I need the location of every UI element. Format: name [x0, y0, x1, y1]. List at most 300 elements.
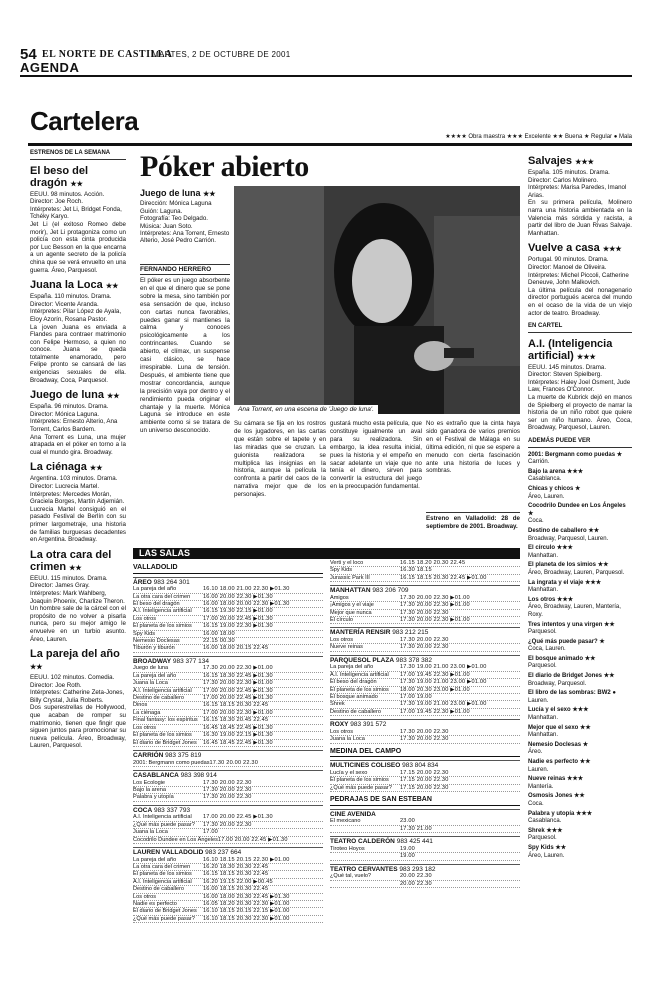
showtime-hours: 17.30 19.00 21.00 23.00 ▶01.00 — [400, 664, 487, 671]
showtime-row — [133, 857, 323, 864]
showtime-row — [330, 610, 520, 617]
showtime-film: Tiburón y tiburón — [133, 645, 175, 652]
photo-illustration — [234, 186, 520, 414]
header-rule — [20, 75, 632, 77]
extra-cinemas: Broadway, Parquesol, Lauren. — [528, 535, 609, 542]
showtime-hours: 16.20 19.15 22.00 ▶00.45 — [203, 878, 273, 885]
showtime-hours: 16.20 18.30 20.30 22.45 — [203, 863, 269, 870]
film-stars: ★★ — [30, 664, 43, 672]
extra-title — [528, 725, 632, 733]
info-box-line: Guión: Laguna. — [140, 207, 183, 215]
showtime-row — [133, 616, 323, 623]
showtime-row — [133, 864, 323, 871]
showtime-hours: 16.10 18.15 20.30 22.30 ▶01.00 — [203, 915, 290, 922]
film-director: Director: James Gray. — [30, 582, 90, 590]
showtime-hours: 17.00 20.00 22.45 ▶01.30 — [203, 615, 273, 622]
showtime-hours: 19.00 — [400, 853, 415, 860]
cinema-phone: 983 293 182 — [399, 865, 436, 873]
film-title-text: Salvajes — [528, 155, 573, 167]
right-column — [528, 150, 632, 980]
showtime-film: Verti y el loco — [330, 560, 364, 566]
showtime-film: ¡Amigos y el viaje — [330, 602, 374, 609]
showtime-row — [330, 777, 520, 784]
showtime-hours: 17.15 20.00 22.30 — [400, 777, 449, 784]
film-meta: España. 105 minutos. Drama. — [528, 169, 610, 176]
showtime-hours: 17.30 20.00 22.30 — [400, 644, 449, 651]
showtime-hours: 17.30 20.00 22.30 — [400, 609, 449, 616]
extra-stars: ★★★ — [546, 827, 563, 834]
extra-cinemas: Manhattan. — [528, 587, 559, 594]
film-info-box — [140, 190, 230, 245]
extra-cinemas: Coca. — [528, 800, 544, 807]
showtime-film: El beso del dragón — [330, 679, 377, 686]
showtime-film: Los otros — [330, 728, 354, 735]
extra-stars: ★★ — [588, 527, 600, 534]
film-stars: ★★★ — [602, 246, 622, 254]
extra-cinemas: Manhattan. — [528, 715, 559, 722]
showtime-film: Palabra y utopía — [133, 794, 174, 801]
showtime-hours: 17.00 19.45 22.30 ▶01.00 — [400, 671, 470, 678]
showtime-film: Nemesio Doclesas — [133, 638, 180, 645]
film-director: Director: Mónica Laguna. — [30, 410, 100, 418]
showtime-row — [133, 695, 323, 702]
extra-title — [528, 742, 632, 750]
showtime-row — [330, 785, 520, 792]
film-title-text: Juana la Loca — [30, 279, 103, 292]
showtime-row — [133, 740, 323, 747]
showtime-film: Dinos — [133, 702, 148, 709]
page-header — [20, 46, 632, 76]
showtime-row — [133, 638, 323, 645]
page-number: 54 — [20, 46, 37, 63]
showtime-row — [330, 881, 520, 888]
film-title-text: La ciénaga — [30, 461, 87, 474]
showtime-film: El planeta de los simios — [133, 623, 192, 630]
extra-stars: ★★ — [584, 655, 596, 662]
showtime-film: Juego de luna — [133, 665, 169, 672]
extra-title-text: Nueve reinas — [528, 776, 566, 783]
showtime-film: Los otros — [133, 724, 157, 731]
showtime-hours: 16.30 18.15 — [400, 567, 432, 574]
cinema-name — [133, 847, 323, 857]
film-director: Director: Vicente Aranda. — [30, 300, 99, 308]
film-title — [30, 389, 126, 403]
showtime-hours: 17.30 20.00 22.30 — [203, 786, 252, 793]
showtime-hours: 17.30 20.00 22.30 — [400, 637, 449, 644]
showtime-film: A.I. Inteligencia artificial — [330, 671, 389, 678]
extra-cinemas: Carrión. — [528, 459, 550, 466]
extra-cinemas: Áreo. — [528, 749, 543, 756]
left-column — [30, 150, 126, 980]
showtime-row — [133, 710, 323, 717]
showtime-hours: 17.30 20.00 22.30 ▶01.00 — [400, 602, 470, 609]
showtime-hours: 17.30 20.00 22.30 — [209, 759, 259, 766]
film-cast: Intérpretes: Pilar López de Ayala, Eloy Azorín, Rosana Pastor. — [30, 308, 122, 323]
showtime-film: Shrek — [330, 701, 345, 708]
showtime-row — [133, 814, 323, 821]
photo-caption: Ana Torrent, en una escena de 'Juego de luna'. — [234, 405, 378, 414]
showtime-film: ¿Qué más puede pasar? — [133, 915, 195, 922]
extra-stars: ★★ — [574, 793, 585, 800]
cinema-phone: 983 398 914 — [180, 771, 217, 779]
extra-stars: ★★★ — [585, 579, 602, 586]
film-cast: Intérpretes: Mark Wahlberg, Joaquin Phoenix, Charlize Theron. — [30, 589, 125, 605]
showtime-film: Destino de caballero — [133, 886, 184, 893]
extra-cinemas: Lauren. — [528, 766, 549, 773]
showtime-row — [133, 608, 323, 615]
cinema-title: ÁREO — [133, 578, 152, 586]
showtime-row — [330, 736, 520, 743]
showtime-film: La otra cara del crimen — [133, 593, 191, 600]
cinema-name — [133, 656, 323, 666]
film-cast: Intérpretes: Marisa Paredes, Imanol Arias. — [528, 184, 627, 199]
film-title-text: Vuelve a casa — [528, 242, 600, 255]
extra-cinemas: Parquesol. — [528, 629, 557, 636]
showtime-film: Juana la Loca — [133, 680, 168, 687]
showtime-row — [330, 818, 520, 825]
showtime-hours: 17.00 20.00 22.45 ▶01.30 — [217, 836, 288, 843]
extra-stars: ★★★ — [576, 810, 593, 817]
cinema-name — [330, 655, 520, 665]
showtime-hours: 22.15 00.30 — [203, 638, 235, 645]
film-cast: Intérpretes: Michel Piccoli, Catherine Deneuve, John Malkovich. — [528, 271, 629, 287]
showtime-row — [330, 694, 520, 701]
showtime-hours: 16.00 18.15 20.30 22.45 — [203, 886, 269, 893]
showtime-film: El diario de Bridget Jones — [133, 908, 197, 915]
showtime-hours: 16.00 18.00 20.00 22.30 ▶01.30 — [203, 601, 290, 607]
cinema-name — [330, 864, 520, 874]
film-director: Director: Carlos Molinero. — [528, 176, 599, 184]
showtime-row — [330, 560, 520, 567]
showtime-row — [330, 672, 520, 679]
showtime-hours: 17.30 20.00 22.30 — [203, 821, 252, 828]
showtime-row — [133, 631, 323, 638]
showtime-film: La otra cara del crimen — [133, 863, 191, 870]
showtime-row — [133, 702, 323, 709]
extra-title-text: Lucía y el sexo — [528, 707, 571, 714]
extra-cinemas: Manhattan. — [528, 552, 559, 559]
extra-stars: ★★ — [579, 759, 591, 765]
extra-title-text: Destino de caballero — [528, 527, 587, 534]
showtime-film: ¿Qué más puede pasar? — [330, 784, 392, 791]
film-director: Director: Manoel de Oliveira. — [528, 263, 607, 271]
info-box-line: Intérpretes: Ana Torrent, Ernesto Alterio, José Pedro Carrión. — [140, 230, 230, 245]
showtime-film: Juana la Loca — [330, 736, 365, 743]
showtime-film: ¿Qué más puede pasar? — [133, 821, 195, 828]
film-meta: EEUU. 115 minutos. Drama. — [30, 574, 108, 582]
showtime-hours: 16.15 19.30 22.15 ▶01.00 — [203, 608, 273, 615]
film-cast: Intérpretes: Ernesto Alterio, Ana Torrent, Carlos Bardem. — [30, 418, 118, 434]
cinema-name — [133, 750, 323, 760]
film-meta: Argentina. 103 minutos. Drama. — [30, 475, 118, 483]
showtime-row — [330, 575, 520, 582]
showtime-film: El planeta de los simios — [133, 732, 192, 739]
extra-cinemas: Broadway, Parquesol. — [528, 680, 587, 687]
showtime-film — [330, 853, 400, 859]
showtime-film: Amigos — [330, 594, 349, 601]
showtime-row — [330, 770, 520, 777]
showtime-film: La ciénaga — [133, 709, 161, 716]
film-title — [30, 279, 126, 293]
extra-title — [528, 811, 632, 819]
cinema-title: BROADWAY — [133, 657, 172, 665]
extra-cinemas: Casablanca. — [528, 476, 562, 483]
extra-stars: ★ — [599, 638, 605, 645]
showtime-row — [133, 760, 323, 767]
film-synopsis: La joven Juana es enviada a Flandes para contraer matrimonio con Felipe Hermoso, a quien no conoce. Juana se queda totalmente enamorado, pero Felipe pronto se cansará de las exigencias sexuales de ella. Broadway, Coca, Parquesol. — [30, 323, 126, 384]
newspaper-name: EL NORTE DE CASTILLA — [42, 49, 173, 60]
film-director: Director: Joe Roch. — [30, 198, 83, 206]
extra-stars: ★★★ — [567, 776, 584, 783]
extra-cinemas: Parquesol. — [528, 835, 557, 842]
extra-cinemas: Áreo, Lauren. — [528, 493, 565, 500]
showtime-film — [330, 826, 400, 832]
byline: FERNANDO HERRERO — [140, 264, 230, 275]
showtime-film: Juana la Loca — [133, 829, 168, 836]
cinema-name — [330, 760, 520, 770]
cinema-phone: 983 425 441 — [396, 838, 433, 846]
extra-stars: ★ — [528, 510, 534, 517]
showtime-hours: 17.00 20.00 22.30 ▶01.00 — [203, 709, 273, 716]
extra-title — [528, 776, 632, 784]
showtime-hours: 17.00 — [203, 829, 218, 836]
salas-col-2 — [330, 560, 520, 980]
salas-header: LAS SALAS — [133, 548, 520, 559]
showtime-film: ¿Qué tal, vuelo? — [330, 873, 372, 880]
showtime-row — [330, 729, 520, 736]
film-stars: ★★ — [107, 393, 120, 401]
film-cast: Intérpretes: Mercedes Morán, Graciela Borges, Martín Adjemián. — [30, 490, 125, 506]
showtime-film: La pareja del año — [133, 586, 177, 593]
film-meta: España. 96 minutos. Drama. — [30, 403, 109, 411]
showtime-row — [133, 894, 323, 901]
film-synopsis: La última película del nonagenario director portugués acerca del mundo en el ocaso de la vida de un viejo actor de teatro. Broadway. — [528, 286, 632, 317]
showtime-hours: 16.00 18.00 — [203, 630, 235, 637]
article-col-2: Su cámara se fija en los rostros de los jugadores, en las cartas que están sobre el tapete y en las miradas que se cruzan. La guionista realizadora se multiplica las insignias en la historia, aunque la película la confronta a partir del caos de la narrativa mejor que de los personajes. — [234, 420, 326, 499]
cinema-title: TEATRO CALDERÓN — [330, 838, 395, 846]
extra-title-text: Nadie es perfecto — [528, 759, 579, 765]
extra-cinemas: Lauren. — [528, 697, 549, 704]
showtime-row — [133, 665, 323, 672]
extra-stars: ★ — [616, 451, 623, 458]
film-title-text: La otra cara del crimen — [30, 548, 112, 573]
showtime-hours: 20.00 22.30 — [400, 873, 432, 880]
extra-title — [528, 580, 632, 588]
showtime-hours: 16.45 18.45 22.45 ▶01.30 — [203, 724, 273, 731]
extra-title-text: El libro de las sombras: BW2 — [528, 690, 611, 697]
film-cast: Intérpretes: Catherine Zeta-Jones, Billy Crystal, Julia Roberts. — [30, 689, 125, 704]
extra-title — [528, 503, 632, 518]
showtime-hours: 20.00 22.30 — [400, 880, 432, 887]
showtime-row — [330, 664, 520, 671]
extra-stars: ● — [612, 690, 616, 697]
film-title — [30, 549, 126, 575]
extra-title-text: Palabra y utopía — [528, 810, 575, 817]
showtime-film: A.I. Inteligencia artificial — [133, 878, 192, 885]
cinema-title: MANTERÍA RENSIR — [330, 629, 391, 637]
showtime-film: Spy Kids — [330, 567, 353, 574]
showtime-row — [133, 680, 323, 687]
showtime-hours: 17.30 19.00 21.00 23.00 ▶01.00 — [400, 701, 487, 708]
section-title: AGENDA — [20, 60, 80, 75]
showtime-row — [330, 679, 520, 686]
extra-stars: ★★★ — [572, 707, 589, 714]
salas-col-1 — [133, 560, 323, 980]
film-synopsis: La muerte de Kubrick dejó en manos de Spielberg el proyecto de narrar la historia de un niño robot que quiere ser un niño humano. Áreo, Coca, Broadway, Parquesol, Lauren. — [528, 394, 632, 432]
extra-stars: ★ — [575, 486, 581, 492]
showtime-row — [330, 595, 520, 602]
extra-title-text: Tres intentos y una virgen — [528, 621, 603, 628]
film-stars: ★★ — [105, 283, 119, 291]
extra-title-text: Bajo la arena — [528, 468, 566, 475]
showtime-hours: 17.00 20.00 22.45 ▶01.30 — [203, 814, 273, 821]
film-title — [30, 461, 126, 475]
extra-title-text: El bosque animado — [528, 655, 584, 662]
article-col-3: gustará mucho esta película, que constituye igualmente un aval para su realizadora. Sin embargo, la idea resulta inicial, pues la historia y el empeño en sacar adelante un viaje que no tenía el dinero, sirven para convertir la estructura del juego en la preocupación fundamental. — [330, 420, 422, 491]
showtime-hours: 16.30 19.00 22.15 ▶01.30 — [203, 732, 273, 739]
film-title-text: Juego de luna — [30, 389, 104, 402]
extra-title — [528, 486, 632, 494]
cinema-title: MULTICINES COLISEO — [330, 762, 401, 770]
showtime-row — [330, 846, 520, 853]
showtime-film: El planeta de los simios — [330, 777, 389, 784]
info-box-line: Fotografía: Teo Delgado. — [140, 215, 208, 223]
showtime-hours: 17.00 19.45 22.30 ▶01.00 — [400, 708, 470, 715]
film-title-text: La pareja del año — [30, 648, 120, 661]
showtime-row — [133, 688, 323, 695]
info-box-line: Música: Juan Soto. — [140, 222, 193, 230]
showtime-hours: 19.00 — [400, 845, 415, 852]
extra-cinemas: Manhattan. — [528, 732, 559, 739]
showtime-film: 2001: Bergmann como puedas — [133, 759, 210, 766]
cinema-title: ROXY — [330, 721, 349, 729]
showtime-row — [330, 853, 520, 860]
showtime-hours: 17.30 20.00 22.30 ▶01.00 — [400, 617, 470, 624]
showtime-hours: 17.00 19.00 — [400, 694, 432, 701]
film-stars: ★★ — [89, 465, 103, 473]
extra-title-text: Nemesio Doclesas — [528, 741, 582, 748]
film-title-text: A.I. (Inteligencia artificial) — [528, 337, 613, 362]
extra-stars: ★★ — [555, 844, 567, 851]
extra-stars: ★★ — [597, 562, 609, 569]
extra-title — [528, 793, 632, 801]
film-meta: EEUU. 102 minutos. Comedia. — [30, 674, 115, 682]
showtime-film: El círculo — [330, 617, 354, 624]
showtime-hours: 16.15 19.00 22.30 ▶01.30 — [203, 623, 273, 630]
showtime-hours: 17.30 20.00 22.30 — [400, 728, 449, 735]
showtime-film: La pareja del año — [133, 856, 177, 863]
extra-cinemas: Parquesol. — [528, 663, 557, 670]
showtime-hours: 16.00 20.00 22.30 ▶01.30 — [203, 593, 273, 600]
film-cast: Intérpretes: Jet Li, Bridget Fonda, Tchéky Karyo. — [30, 205, 122, 221]
extra-cinemas: Casablanca. — [528, 818, 562, 825]
showtime-hours: 16.00 18.00 20.15 22.45 — [203, 645, 269, 652]
cinema-title: COCA — [133, 806, 153, 814]
showtime-row — [330, 644, 520, 651]
showtime-row — [330, 567, 520, 574]
showtime-film: El mexicano — [330, 818, 361, 825]
cinema-phone: 983 377 134 — [172, 657, 210, 665]
cinema-name — [133, 805, 323, 815]
extra-cinemas: Mantería. — [528, 783, 554, 790]
showtime-row — [133, 601, 323, 608]
showtime-hours: 17.00 20.00 22.45 ▶01.30 — [203, 687, 273, 694]
showtime-hours: 17.15 20.00 22.30 — [400, 769, 449, 776]
extra-stars: ★★★ — [556, 545, 573, 552]
showtime-film: Los otros — [133, 615, 157, 622]
showtime-row — [330, 873, 520, 880]
showtime-hours: 17.15 20.00 22.30 — [400, 784, 449, 791]
extra-title — [528, 452, 632, 460]
cinema-name — [330, 809, 520, 819]
extra-cinemas: Áreo, Broadway, Lauren, Parquesol. — [528, 569, 625, 576]
showtime-row — [133, 886, 323, 893]
showtime-hours: 16.15 18.15 20.30 22.45 — [203, 871, 269, 878]
showtime-hours: 16.10 18.00 21.00 22.30 ▶01.30 — [203, 586, 290, 593]
film-title — [528, 155, 632, 169]
film-stars: ★★★ — [576, 353, 596, 361]
showtime-film: Los otros — [133, 893, 157, 900]
showtime-row — [133, 822, 323, 829]
extra-title — [528, 639, 632, 647]
showtime-film: Nadie es perfecto — [133, 900, 177, 907]
extra-stars: ★★★ — [557, 596, 574, 603]
issue-date: MARTES, 2 DE OCTUBRE DE 2001 — [152, 50, 291, 59]
extra-title — [528, 528, 632, 536]
film-synopsis: Jet Li (el exitoso Romeo debe morir), Jet Li protagoniza como un policía con esta cinta producida por Luc Besson en la que encarna a un agente secreto de la policía china que se verá envuelto en una guerra. Áreo, Parquesol. — [30, 220, 126, 274]
showtime-film: El bosque animado — [330, 694, 378, 701]
showtime-row — [133, 725, 323, 732]
showtime-hours: 17.30 20.00 22.30 ▶01.00 — [203, 680, 273, 687]
showtime-row — [133, 794, 323, 801]
showtime-row — [330, 637, 520, 644]
extra-title — [528, 759, 632, 767]
showtime-row — [133, 673, 323, 680]
info-box-title: Juego de luna ★★ — [140, 188, 216, 198]
cinema-phone: 983 804 834 — [402, 762, 439, 770]
extra-stars: ★★ — [603, 673, 615, 680]
rating-legend: ★★★★ Obra maestra ★★★ Excelente ★★ Buena ★ Regular ● Mala — [445, 134, 632, 140]
extra-cinemas: Coca. — [528, 518, 544, 525]
cinema-phone: 983 264 301 — [153, 578, 190, 586]
extra-title — [528, 845, 632, 853]
extra-title-text: ¿Qué más puede pasar? — [528, 638, 598, 645]
showtime-hours: 16.00 18.00 20.30 22.45 ▶01.30 — [203, 893, 290, 900]
film-synopsis: Lucrecia Martel consiguió en el pasado Festival de Berlín con su primer largometraje, una historia de familias burguesas decadentes en Argentina. Broadway. — [30, 505, 126, 544]
film-title-text: El beso del dragón — [30, 164, 89, 189]
extra-title — [528, 673, 632, 681]
showtime-row — [330, 826, 520, 833]
showtime-film: Cocodrilo Dundee en Los Ángeles — [133, 836, 218, 843]
cinema-title: CASABLANCA — [133, 771, 179, 779]
showtime-film: A.I. Inteligencia artificial — [133, 687, 192, 694]
showtime-hours: 16.10 18.15 20.15 22.30 ▶01.00 — [203, 856, 290, 863]
showtime-row — [133, 829, 323, 836]
showtime-hours: 17.30 20.00 22.30 — [203, 794, 252, 801]
extra-title-text: El planeta de los simios — [528, 562, 597, 569]
showtime-row — [133, 645, 323, 652]
showtime-hours: 16.10 18.15 20.15 22.15 ▶01.00 — [203, 908, 290, 915]
film-title — [528, 338, 632, 364]
extra-title — [528, 690, 632, 698]
cinema-phone: 983 237 664 — [205, 848, 242, 856]
showtime-film: Bajo la arena — [133, 786, 166, 793]
showtime-row — [133, 871, 323, 878]
cinema-title: CARRIÓN — [133, 751, 164, 759]
extra-title-text: 2001: Bergmann como puedas — [528, 451, 616, 458]
extra-stars: ★★★ — [567, 468, 584, 475]
extra-title-text: Shrek — [528, 827, 545, 834]
